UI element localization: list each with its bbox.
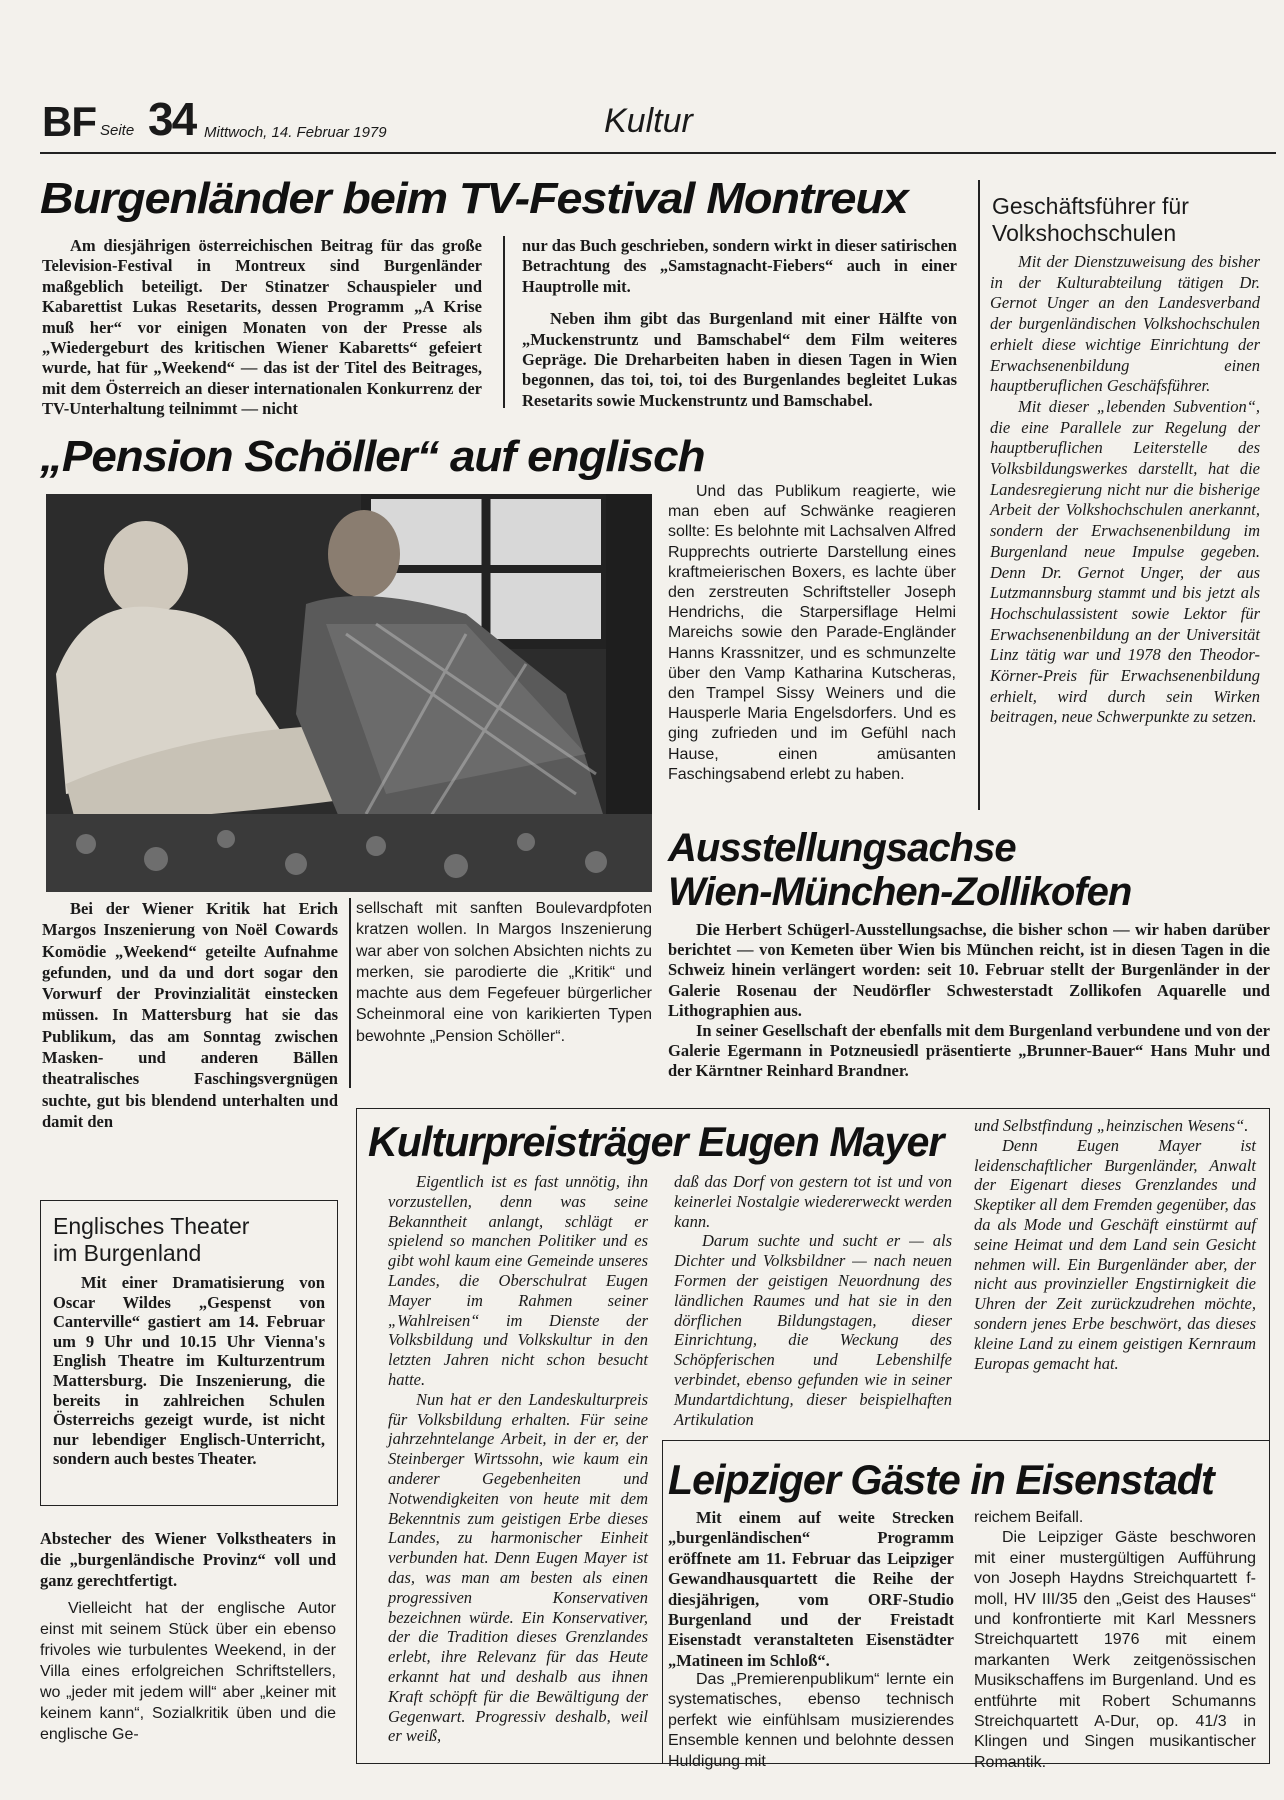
headline-montreux: Burgenländer beim TV-Festival Montreux <box>40 174 908 223</box>
mayer-paragraph: und Selbstfindung „heinzischen Wesens“. <box>974 1116 1249 1135</box>
headline-mayer: Kulturpreisträger Eugen Mayer <box>368 1118 944 1165</box>
volkshochschulen-paragraph: Mit dieser „lebenden Subvention“, die eine Parallele zur Regelung der hauptberuflichen Leiterstelle des Volksbildungswerkes darstellt, hat die Landesregierung nicht nur die bisherige Arbeit der Volkshochschulen anerkannt, sondern der Erwachsenenbildung im Burgenland neue Impulse gegeben. Denn Dr. Gernot Unger, der aus Lutzmannsburg stammt und bis jetzt als Hochschulassistent sowie Lektor für Erwachsenenbildung an der Universität Linz tätig war und 1978 den Theodor-Körner-Preis für Erwachsenenbildung erhielt, wird durch sein Wirken beitragen, neue Schwerpunkte zu setzen. <box>990 396 1260 727</box>
article-theater-body <box>53 1273 325 1469</box>
pension-paragraph: Bei der Wiener Kritik hat Erich Margos Inszenierung von Noël Cowards Komödie „Weekend“ geteilte Aufnahme gefunden, und da und dort sogar den Vorwurf der Provinzialität einstecken müssen. In Mattersburg hat sie das Publikum, das am Sonntag zwischen Masken- und anderen Bällen theatralisches Faschingsvergnügen suchte, gut bis blendend unterhalten und damit den <box>42 899 338 1131</box>
mayer-paragraph: daß das Dorf von gestern tot ist und von keinerlei Nostalgie wiedererweckt werden kann. <box>674 1172 952 1231</box>
mayer-paragraph: Eigentlich ist es fast unnötig, ihn vorzustellen, denn was seine Bekanntheit anlangt, schlägt er spielend so manchen Politiker und es gibt wohl kaum eine Gemeinde unseres Landes, die Oberschulrat Eugen Mayer im Rahmen seiner „Wahlreisen“ im Dienste der Volksbildung und Volkskultur in den letzten Jahren nicht schon besucht hatte. <box>388 1172 648 1389</box>
theater-paragraph: Mit einer Dramatisierung von Oscar Wildes „Gespenst von Canterville“ gastiert am 14. Februar um 9 Uhr und 10.15 Uhr Vienna's English Theatre im Kulturzentrum Mattersburg. Die Inszenierung, die bereits in zahlreichen Schulen Österreichs gezeigt wurde, ist nicht nur lebendiger Englisch-Unterricht, sondern auch bestes Theater. <box>53 1273 325 1469</box>
column-divider <box>978 180 980 810</box>
section-title: Kultur <box>604 102 693 140</box>
article-mayer-col3 <box>974 1116 1256 1373</box>
article-montreux-col2 <box>522 236 957 411</box>
headline-ausstellung <box>668 826 1131 914</box>
page-number: 34 <box>148 93 196 145</box>
column-divider <box>503 236 505 408</box>
article-mayer-col1 <box>388 1172 648 1746</box>
leipzig-paragraph: Mit einem auf weite Strecken „burgenländischen“ Programm eröffnete am 11. Februar das Leipziger Gewandhausquartett die Reihe der diesjährigen, vom ORF-Studio Burgenland und der Freistadt Eisenstadt veranstalteten Eisenstädter „Matineen im Schloß“. <box>668 1508 954 1670</box>
leipzig-paragraph: Die Leipziger Gäste beschworen mit einer mustergültigen Aufführung von Joseph Haydns Streichquartett f-moll, HV III/35 den „Geist des Hauses“ und konfrontierte mit Karl Messners Streichquartett 1976 mit einem markanten Werk zeitgenössischen Musikschaffens im Burgenland. Und es entführte mit Robert Schumanns Streichquartett A-Dur, op. 41/3 in Klingen und Singen musikantischer Romantik. <box>974 1529 1256 1771</box>
article-leipzig-col1b <box>668 1670 954 1772</box>
pension-paragraph: Abstecher des Wiener Volkstheaters in die „burgenländische Provinz“ voll und ganz gerechtfertigt. <box>40 1529 336 1590</box>
headline-volkshochschulen: Geschäftsführer für Volkshochschulen <box>992 193 1189 246</box>
article-pension-col2 <box>356 898 652 1047</box>
pension-paragraph: Vielleicht hat der englische Autor einst mit seinem Stück über ein ebenso frivoles wie turbulentes Weekend, in der Villa eines erfolgreichen Schriftstellers, wo „jeder mit jedem will“ aber „keiner mit keinem kann“, Sozialkritik üben und die englische Ge- <box>40 1600 336 1743</box>
headline-theater <box>53 1213 249 1267</box>
headline-ausstellung-line1: Ausstellungsachse <box>668 826 1016 870</box>
article-mayer-col2 <box>674 1172 952 1429</box>
ausstellung-paragraph: In seiner Gesellschaft der ebenfalls mit dem Burgenland verbundene und von der Galerie Egermann in Potzneusiedl präsentierte „Brunner-Bauer“ Hans Muhr und der Kärntner Reinhard Brandner. <box>668 1021 1270 1081</box>
headline-ausstellung-line2: Wien-München-Zollikofen <box>668 870 1132 914</box>
montreux-paragraph: Am diesjährigen österreichischen Beitrag für das große Television-Festival in Montreux sind Burgenländer maßgeblich beteiligt. Der Stinatzer Schauspieler und Kabarettist Lukas Resetarits, dessen Programm „A Krise muß her“ vor einigen Monaten von der Presse als „Wiedergeburt des kritischen Wiener Kabaretts“ gefeiert wurde, hat für „Weekend“ — das ist der Titel des Beitrages, mit dem Österreich an dieser internationalen Konkurrenz der TV-Unterhaltung teilnimmt — nicht <box>42 236 482 419</box>
article-leipzig-col2 <box>974 1508 1256 1773</box>
leipzig-paragraph: reichem Beifall. <box>974 1509 1084 1526</box>
headline-pension: „Pension Schöller“ auf englisch <box>40 432 705 481</box>
headline-leipzig: Leipziger Gäste in Eisenstadt <box>668 1456 1214 1503</box>
page-label: Seite <box>100 122 135 139</box>
article-pension-bottom <box>40 1598 336 1745</box>
leipzig-paragraph: Das „Premierenpublikum“ lernte ein systematisches, ebenso technisch perfekt wie einfühlsam musizierendes Ensemble kennen und belohnte dessen Huldigung mit <box>668 1671 954 1770</box>
article-volkshochschulen-body <box>990 252 1260 728</box>
article-ausstellung-body <box>668 920 1270 1082</box>
article-theater-box <box>40 1200 338 1506</box>
article-montreux-col1 <box>42 236 482 420</box>
column-divider <box>349 898 351 1088</box>
ausstellung-paragraph: Die Herbert Schügerl-Ausstellungsachse, die bisher schon — wir haben darüber berichtet — von Kemeten über Wien bis München reicht, ist in diesen Tagen in die Schweiz hinein verlängert worden: seit 10. Februar stellt der Burgenländer in der Galerie Rosenau der Neudörfler Schwesterstadt Zollikofen Aquarelle und Lithographien aus. <box>668 920 1270 1020</box>
mayer-paragraph: Darum suchte und sucht er — als Dichter und Volksbildner — nach neuen Formen der geistigen Neuordnung des ländlichen Raumes und hat sie in den dörflichen Bildungstagen, dieser Einrichtung, die Weckung des Schöpferischen und Lebenshilfe verbindet, ebenso gefunden wie in seiner Mundartdichtung, dieser beispielhaften Artikulation <box>674 1231 952 1429</box>
montreux-paragraph: nur das Buch geschrieben, sondern wirkt in dieser satirischen Betrachtung des „Samstagnacht-Fiebers“ auch in einer Hauptrolle mit. <box>522 236 957 296</box>
header-rule <box>40 152 1276 154</box>
headline-theater-line2: im Burgenland <box>53 1240 202 1266</box>
mayer-paragraph: Denn Eugen Mayer ist leidenschaftlicher Burgenländer, Anwalt der Eigenart dieses Grenzlandes und Skeptiker all dem Fremden gegenüber, das da als Mode und Geschäft einstürmt auf seine Heimat und dem Land sein Gesicht nehmen will. Ein Burgenländer aber, der nicht aus provinzieller Engstirnigkeit die Uhren der Zeit zurückzudrehen möchte, sondern jenes Erbe beschwört, das dieses kleine Land zu einem geistigen Kernraum Europas gemacht hat. <box>974 1135 1256 1373</box>
article-pension-rightcol <box>668 482 956 785</box>
pension-paragraph: sellschaft mit sanften Boulevardpfoten kratzen wollen. In Margos Inszenierung war aber von solchen Absichten nichts zu merken, sie parodierte die „Kritik“ und machte aus dem Fegefeuer bürgerlicher Scheinmoral eine von karikierten Typen bewohnte „Pension Schöller“. <box>356 900 652 1045</box>
newspaper-brand: BF <box>42 98 96 145</box>
mayer-paragraph: Nun hat er den Landeskulturpreis für Volksbildung erhalten. Für seine jahrzehntelange Arbeit, in der er, der Steinberger Wirtssohn, wie kaum ein anderer Gegebenheiten und Notwendigkeiten von heute mit dem Bekenntnis zum geistigen Erbe dieses Landes, zu harmonischer Einheit verbunden hat. Denn Eugen Mayer ist das, was man am besten als einen progressiven Konservativen bezeichnen würde. Ein Konservativer, der die Tradition dieses Grenzlandes erlebt, ihre Relevanz für das Heute erkannt hat und deshalb aus ihnen Kraft schöpft für die Bewältigung der Gegenwart. Progressiv deshalb, weil er weiß, <box>388 1389 648 1746</box>
headline-theater-line1: Englisches Theater <box>53 1213 250 1239</box>
theater-scene-photo <box>46 494 652 892</box>
photo-illustration <box>46 494 652 892</box>
montreux-paragraph: Neben ihm gibt das Burgenland mit einer Hälfte von „Muckenstruntz und Bamschabel“ dem Film weiteres Gepräge. Die Dreharbeiten haben in diesen Tagen in Wien begonnen, das toi, toi, toi des Burgenlandes begleitet Lukas Resetarits sowie Muckenstruntz und Bamschabel. <box>522 309 957 410</box>
pension-paragraph: Und das Publikum reagierte, wie man eben auf Schwänke reagieren sollte: Es belohnte mit Lachsalven Alfred Rupprechts outrierte Darstellung eines kraftmeierischen Boxers, es lachte über den zerstreuten Schriftsteller Joseph Hendrichs, die Starpersiflage Helmi Mareichs sowie den Parade-Engländer Hanns Krassnitzer, und es schmunzelte über den Vamp Katharina Kutscheras, den Trampel Sissy Weiners und die Hausperle Maria Engelsdorfers. Und es ging zufrieden und im Gefühl nach Hause, einen amüsanten Faschingsabend erlebt zu haben. <box>668 483 956 783</box>
article-pension-lead <box>40 1528 336 1591</box>
article-pension-col1 <box>42 898 338 1132</box>
article-leipzig-col1 <box>668 1508 954 1671</box>
volkshochschulen-paragraph: Mit der Dienstzuweisung des bisher in der Kulturabteilung tätigen Dr. Gernot Unger an den Landesverband der burgenländischen Volkshochschulen erhielt diese wichtige Einrichtung der Erwachsenenbildung einen hauptberuflichen Geschäfsführer. <box>990 252 1260 396</box>
issue-date: Mittwoch, 14. Februar 1979 <box>204 124 387 141</box>
